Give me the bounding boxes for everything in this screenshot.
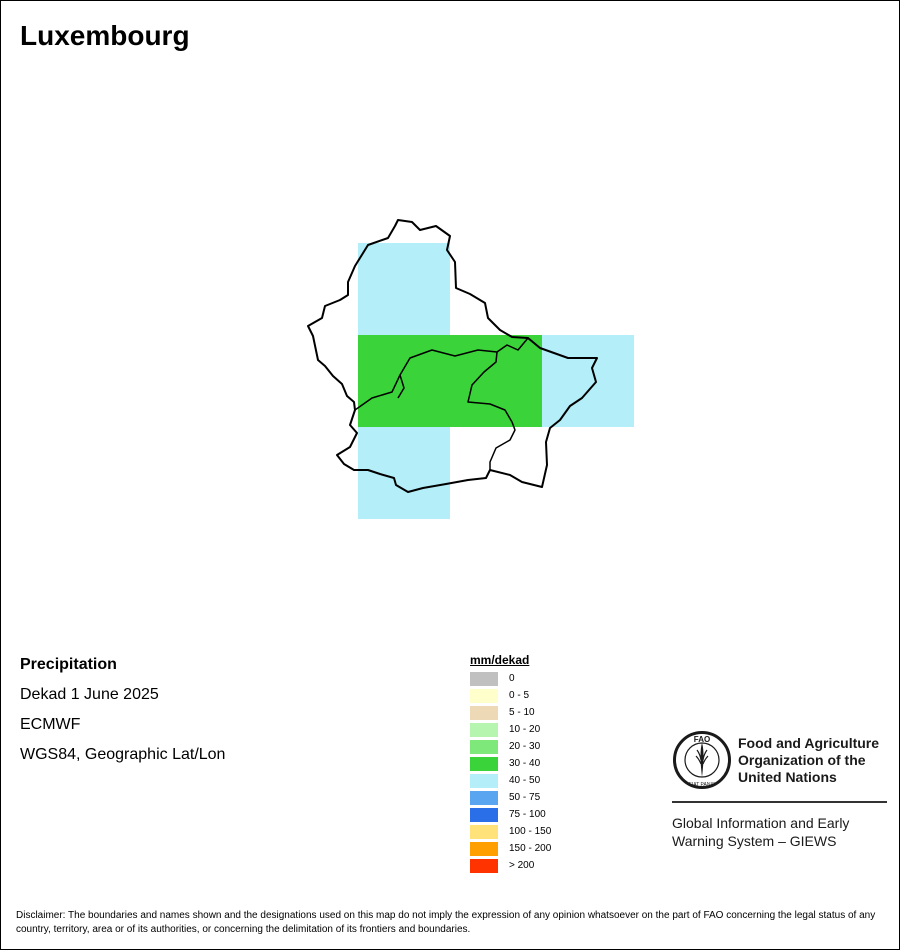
legend <box>470 653 551 874</box>
legend-label: > 200 <box>509 860 535 871</box>
legend-swatch <box>470 706 498 720</box>
precipitation-cell <box>358 335 450 427</box>
org-name <box>738 735 898 786</box>
legend-label: 0 - 5 <box>509 690 530 701</box>
legend-label: 10 - 20 <box>509 724 541 735</box>
legend-label: 20 - 30 <box>509 741 541 752</box>
giews-line1: Global Information and Early <box>672 815 850 831</box>
precipitation-grid <box>358 243 634 519</box>
projection-label: WGS84, Geographic Lat/Lon <box>20 746 226 763</box>
legend-label: 50 - 75 <box>509 792 541 803</box>
org-divider <box>672 801 887 803</box>
legend-item <box>470 670 551 687</box>
legend-swatch <box>470 825 498 839</box>
legend-swatch <box>470 740 498 754</box>
legend-item <box>470 738 551 755</box>
legend-label: 0 <box>509 673 515 684</box>
legend-item <box>470 806 551 823</box>
legend-item <box>470 772 551 789</box>
logo-letters: FAO <box>693 735 711 744</box>
legend-label: 150 - 200 <box>509 843 552 854</box>
precipitation-cell <box>450 335 542 427</box>
legend-swatch <box>470 808 498 822</box>
legend-label: 30 - 40 <box>509 758 541 769</box>
source-label: ECMWF <box>20 716 81 733</box>
legend-item <box>470 789 551 806</box>
legend-item <box>470 823 551 840</box>
legend-swatch <box>470 689 498 703</box>
legend-label: 5 - 10 <box>509 707 535 718</box>
precipitation-cell <box>542 335 634 427</box>
legend-swatch <box>470 859 498 873</box>
legend-swatch <box>470 757 498 771</box>
legend-item <box>470 840 551 857</box>
precipitation-cell <box>358 427 450 519</box>
giews-label <box>672 814 892 850</box>
period-label: Dekad 1 June 2025 <box>20 686 159 703</box>
legend-label: 40 - 50 <box>509 775 541 786</box>
map-info <box>20 656 225 776</box>
org-name-line3: United Nations <box>738 769 837 785</box>
disclaimer: Disclaimer: The boundaries and names shown and the designations used on this map do not imply the expression of any opinion whatsoever on the part of FAO concerning the legal status of any country, territory, area or of its authorities, or concerning the delimitation of its frontiers and boundaries. <box>16 910 876 935</box>
legend-item <box>470 687 551 704</box>
fao-logo-icon <box>672 730 732 790</box>
variable-label: Precipitation <box>20 656 117 673</box>
legend-label: 75 - 100 <box>509 809 546 820</box>
legend-item <box>470 857 551 874</box>
legend-item <box>470 721 551 738</box>
legend-title: mm/dekad <box>470 653 530 667</box>
precipitation-cell <box>358 243 450 335</box>
org-name-line2: Organization of the <box>738 752 866 768</box>
legend-swatch <box>470 791 498 805</box>
map-title: Luxembourg <box>20 20 190 51</box>
legend-swatch <box>470 672 498 686</box>
logo-motto: FIAT PANIS <box>688 782 716 788</box>
legend-item <box>470 755 551 772</box>
legend-item <box>470 704 551 721</box>
legend-swatch <box>470 723 498 737</box>
legend-swatch <box>470 774 498 788</box>
legend-label: 100 - 150 <box>509 826 552 837</box>
legend-swatch <box>470 842 498 856</box>
org-name-line1: Food and Agriculture <box>738 735 880 751</box>
giews-line2: Warning System – GIEWS <box>672 833 837 849</box>
